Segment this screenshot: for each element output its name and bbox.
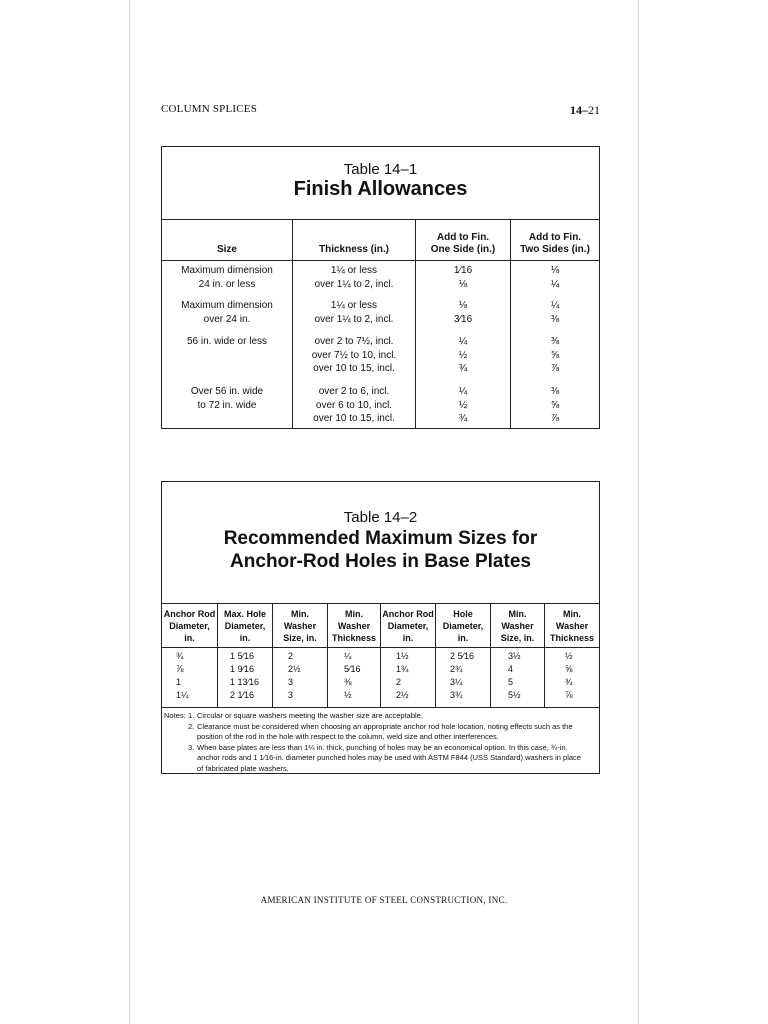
publisher-footer: AMERICAN INSTITUTE OF STEEL CONSTRUCTION, INC.: [260, 895, 508, 905]
table2-grid: [162, 603, 599, 708]
header-two-sides: Add to Fin. Two Sides (in.): [520, 232, 590, 255]
page-number: 14–21: [570, 103, 600, 117]
thickness-cell: over 2 to 6, incl. over 6 to 10, incl. over 10 to 15, incl.: [313, 386, 395, 424]
table2-number: Table 14–2: [343, 509, 418, 526]
min-washer-thickness-column: ½ ⅝ ¾ ⅞: [565, 651, 573, 700]
table1-title: Finish Allowances: [293, 178, 468, 200]
thickness-cell: over 2 to 7½, incl. over 7½ to 10, incl. over 10 to 15, incl.: [311, 336, 397, 374]
header-max-hole-diameter: Max. Hole Diameter, in.: [223, 609, 266, 643]
note-1: 1. Circular or square washers meeting the washer size are acceptable.: [188, 711, 423, 720]
running-head-left: COLUMN SPLICES: [161, 103, 258, 115]
table1-header-row: [162, 219, 599, 261]
two-sides-cell: ¼ ⅜: [550, 300, 560, 325]
one-side-cell: 1⁄16 ⅛: [453, 265, 473, 290]
size-cell: 56 in. wide or less: [186, 336, 268, 347]
page-edge-right: [638, 0, 639, 1024]
size-cell: Over 56 in. wide to 72 in. wide: [190, 386, 264, 411]
header-min-washer-thickness: Min. Washer Thickness: [331, 609, 377, 643]
header-min-washer-thickness: Min. Washer Thickness: [549, 609, 595, 643]
header-hole-diameter: Hole Diameter, in.: [442, 609, 484, 643]
anchor-rod-diameter-column: ¾ ⅞ 1 1¼: [176, 651, 189, 700]
min-washer-size-column: 2 2½ 3 3: [288, 651, 301, 700]
min-washer-size-column: 3½ 4 5 5½: [508, 651, 521, 700]
header-thickness: Thickness (in.): [318, 244, 389, 255]
page-edge-left: [129, 0, 130, 1024]
thickness-cell: 1¼ or less over 1¼ to 2, incl.: [314, 300, 394, 325]
header-min-washer-size: Min. Washer Size, in.: [283, 609, 317, 643]
header-min-washer-size: Min. Washer Size, in.: [500, 609, 535, 643]
hole-diameter-column: 2 5⁄16 2¾ 3¼ 3¾: [450, 651, 475, 700]
size-cell: Maximum dimension over 24 in.: [181, 300, 273, 325]
table-14-2: [161, 481, 600, 774]
table2-title: Recommended Maximum Sizes for Anchor-Rod Holes in Base Plates: [223, 528, 538, 572]
two-sides-cell: ⅜ ⅝ ⅞: [550, 336, 560, 374]
thickness-cell: 1¼ or less over 1¼ to 2, incl.: [314, 265, 394, 290]
one-side-cell: ¼ ½ ¾: [458, 336, 468, 374]
header-one-side: Add to Fin. One Side (in.): [430, 232, 496, 255]
two-sides-cell: ⅜ ⅝ ⅞: [550, 386, 560, 424]
max-hole-diameter-column: 1 5⁄16 1 9⁄16 1 13⁄16 2 1⁄16: [230, 651, 260, 700]
note-2: 2. Clearance must be considered when choosing an appropriate anchor rod hole location, noting effects such as the position of the rod in the hole with respect to the column, weld size and other interferences.: [188, 721, 573, 741]
table2-header-rule: [162, 647, 599, 648]
one-side-cell: ⅛ 3⁄16: [453, 300, 473, 325]
notes-label: Notes:: [164, 711, 186, 720]
one-side-cell: ¼ ½ ¾: [458, 386, 468, 424]
size-cell: Maximum dimension 24 in. or less: [181, 265, 273, 290]
min-washer-thickness-column: ¼ 5⁄16 ⅜ ½: [344, 651, 361, 700]
table1-number: Table 14–1: [343, 161, 418, 178]
header-size: Size: [216, 244, 237, 255]
header-anchor-rod-diameter: Anchor Rod Diameter, in.: [382, 609, 434, 643]
two-sides-cell: ⅛ ¼: [550, 265, 560, 290]
note-3: 3. When base plates are less than 1¼ in. thick, punching of holes may be an economical option. In this case, ¾-in. anchor rods and 1 1⁄16-in. diameter punched holes may be used with ASTM F844 (USS Standard) washers in place of fabricated plate washers.: [188, 742, 581, 773]
anchor-rod-diameter-column: 1½ 1¾ 2 2½: [396, 651, 409, 700]
header-anchor-rod-diameter: Anchor Rod Diameter, in.: [163, 609, 216, 643]
table-14-1: [161, 146, 600, 429]
